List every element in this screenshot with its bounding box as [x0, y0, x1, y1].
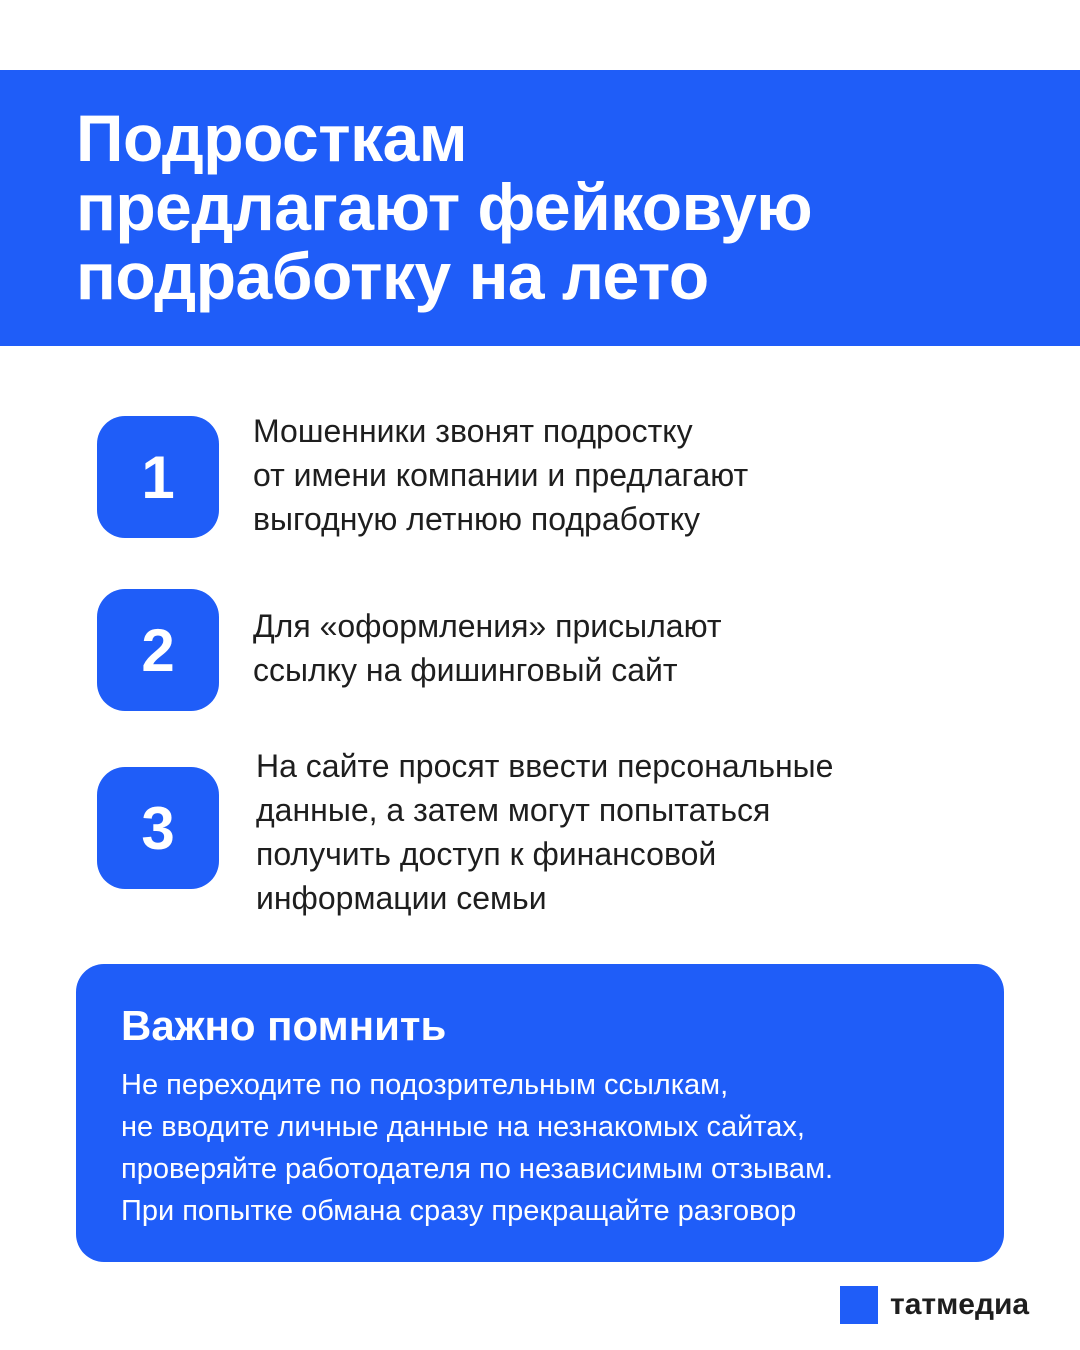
step-text-line: Для «оформления» присылают — [253, 608, 722, 644]
step-2-text — [253, 604, 953, 692]
step-1-text — [253, 409, 953, 541]
step-text-line: от имени компании и предлагают — [253, 457, 749, 493]
step-text-line: данные, а затем могут попытаться — [256, 792, 771, 828]
brand-square-icon — [840, 1286, 878, 1324]
step-1-badge: 1 — [97, 416, 219, 538]
page-title — [76, 101, 1056, 313]
step-3-text — [256, 744, 956, 920]
step-text-line: получить доступ к финансовой — [256, 836, 717, 872]
step-2-badge: 2 — [97, 589, 219, 711]
step-3-badge: 3 — [97, 767, 219, 889]
title-line: Подросткам — [76, 101, 468, 175]
important-note-card — [76, 964, 1004, 1262]
brand-logo — [840, 1285, 1029, 1325]
note-title: Важно помнить — [121, 1002, 447, 1049]
note-line: При попытке обмана сразу прекращайте разговор — [121, 1195, 797, 1227]
note-line: Не переходите по подозрительным ссылкам, — [121, 1069, 729, 1101]
note-line: не вводите личные данные на незнакомых сайтах, — [121, 1111, 805, 1143]
step-text-line: ссылку на фишинговый сайт — [253, 652, 678, 688]
step-text-line: информации семьи — [256, 880, 547, 916]
title-line: предлагают фейковую — [76, 170, 813, 244]
step-text-line: На сайте просят ввести персональные — [256, 748, 834, 784]
note-body — [121, 1064, 981, 1232]
step-text-line: выгодную летнюю подработку — [253, 501, 701, 537]
step-text-line: Мошенники звонят подростку — [253, 413, 693, 449]
brand-name: татмедиа — [890, 1288, 1030, 1321]
title-line: подработку на лето — [76, 239, 709, 313]
note-line: проверяйте работодателя по независимым отзывам. — [121, 1153, 834, 1185]
